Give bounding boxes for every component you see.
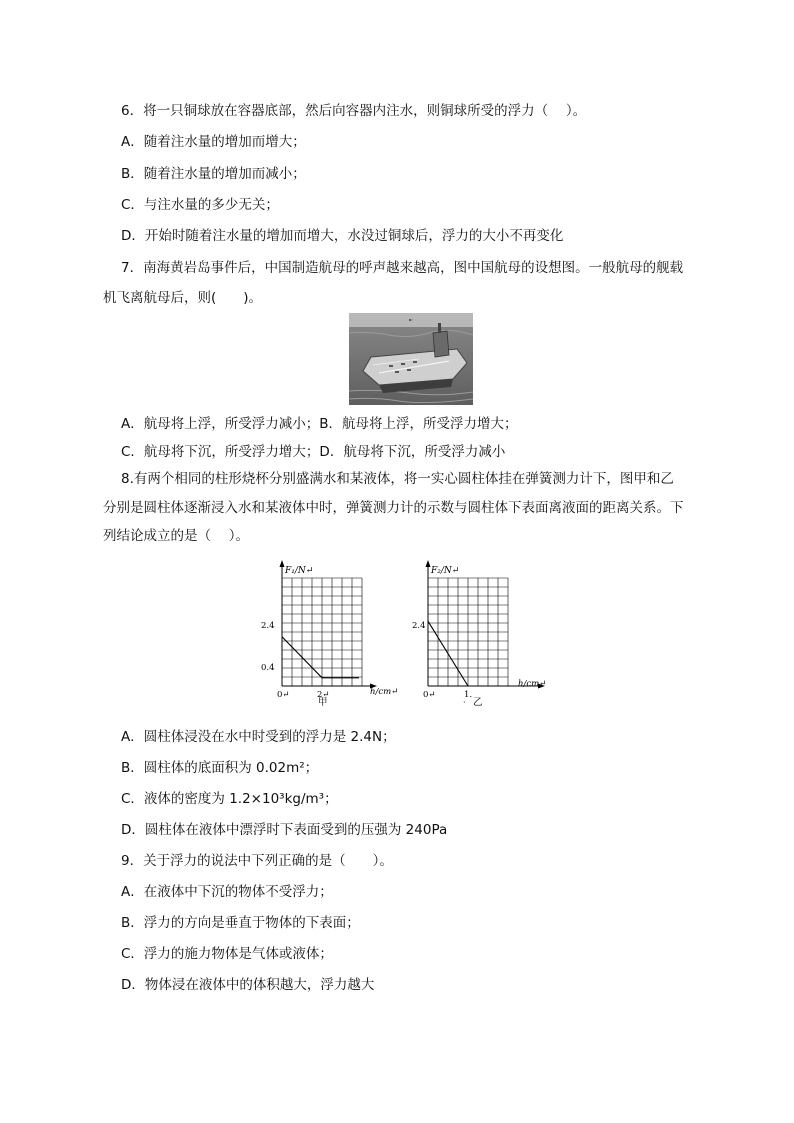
graph-yi xyxy=(412,560,546,708)
q7-stem-line1: 7．南海黄岩岛事件后，中国制造航母的呼声越来越高，图中国航母的设想图。一般航母的舰载 xyxy=(121,260,684,276)
q6-option-d: D．开始时随着注水量的增加而增大，水没过铜球后，浮力的大小不再变化 xyxy=(121,228,564,244)
q8-option-b: B．圆柱体的底面积为 0.02m²； xyxy=(121,760,319,776)
q8-option-c: C．液体的密度为 1.2×10³kg/m³； xyxy=(121,791,338,807)
q7-options-line1: A．航母将上浮，所受浮力减小；B．航母将上浮，所受浮力增大； xyxy=(121,416,518,432)
q9-option-b: B．浮力的方向是垂直于物体的下表面； xyxy=(121,915,360,931)
q6-stem: 6．将一只铜球放在容器底部，然后向容器内注水，则铜球所受的浮力（ ）。 xyxy=(121,103,587,119)
q7-options-line2: C．航母将下沉，所受浮力增大；D．航母将下沉，所受浮力减小 xyxy=(121,444,506,460)
graph-yi-xlabel: h/cm↵ xyxy=(518,679,547,689)
q9-option-d: D．物体浸在液体中的体积越大，浮力越大 xyxy=(121,977,375,993)
aircraft-carrier-photo xyxy=(349,313,473,405)
graph-jia-origin: 0↵ xyxy=(277,690,290,700)
graph-yi-ylabel: F₂/N↵ xyxy=(431,566,460,576)
graph-yi-caption: 乙 xyxy=(473,697,483,708)
q6-option-c: C．与注水量的多少无关； xyxy=(121,197,279,213)
q8-option-d: D．圆柱体在液体中漂浮时下表面受到的压强为 240Pa xyxy=(121,822,448,838)
q8-stem-line1: 8.有两个相同的柱形烧杯分别盛满水和某液体，将一实心圆柱体挂在弹簧测力计下，图甲和乙 xyxy=(121,471,674,487)
graph-jia-xlabel: h/cm↵ xyxy=(370,687,399,697)
q8-option-a: A．圆柱体浸没在水中时受到的浮力是 2.4N； xyxy=(121,729,396,745)
graph-jia-ytick-2.4: 2.4 xyxy=(261,621,275,631)
q9-option-a: A．在液体中下沉的物体不受浮力； xyxy=(121,884,333,900)
graph-yi-series-line xyxy=(428,621,541,686)
q9-option-c: C．浮力的施力物体是气体或液体； xyxy=(121,946,333,962)
q6-option-b: B．随着注水量的增加而减小； xyxy=(121,166,306,182)
graph-yi-caption-prefix: · xyxy=(463,698,466,707)
graph-jia xyxy=(261,560,398,708)
graph-jia-caption: 甲 xyxy=(318,697,328,708)
graph-jia-ytick-0.4: 0.4 xyxy=(261,663,275,673)
graph-yi-xtick-1: 1. xyxy=(464,690,473,700)
q8-stem-line2: 分别是圆柱体逐渐浸入水和某液体中时，弹簧测力计的示数与圆柱体下表面离液面的距离关系。下 xyxy=(103,500,684,516)
q7-stem-line2: 机飞离航母后，则( )。 xyxy=(103,290,263,306)
q6-option-a: A．随着注水量的增加而增大； xyxy=(121,134,306,150)
graph-yi-origin: 0↵ xyxy=(423,690,436,700)
q9-stem: 9．关于浮力的说法中下列正确的是（ ）。 xyxy=(121,853,393,869)
graph-jia-ylabel: F₁/N↵ xyxy=(285,566,314,576)
graph-yi-ytick-2.4: 2.4 xyxy=(412,621,426,631)
q8-graphs xyxy=(255,558,555,708)
graph-jia-xtick-2: 2↵ xyxy=(317,690,330,700)
graph-jia-series-line xyxy=(282,637,359,678)
q8-stem-line3: 列结论成立的是（ ）。 xyxy=(103,528,250,544)
